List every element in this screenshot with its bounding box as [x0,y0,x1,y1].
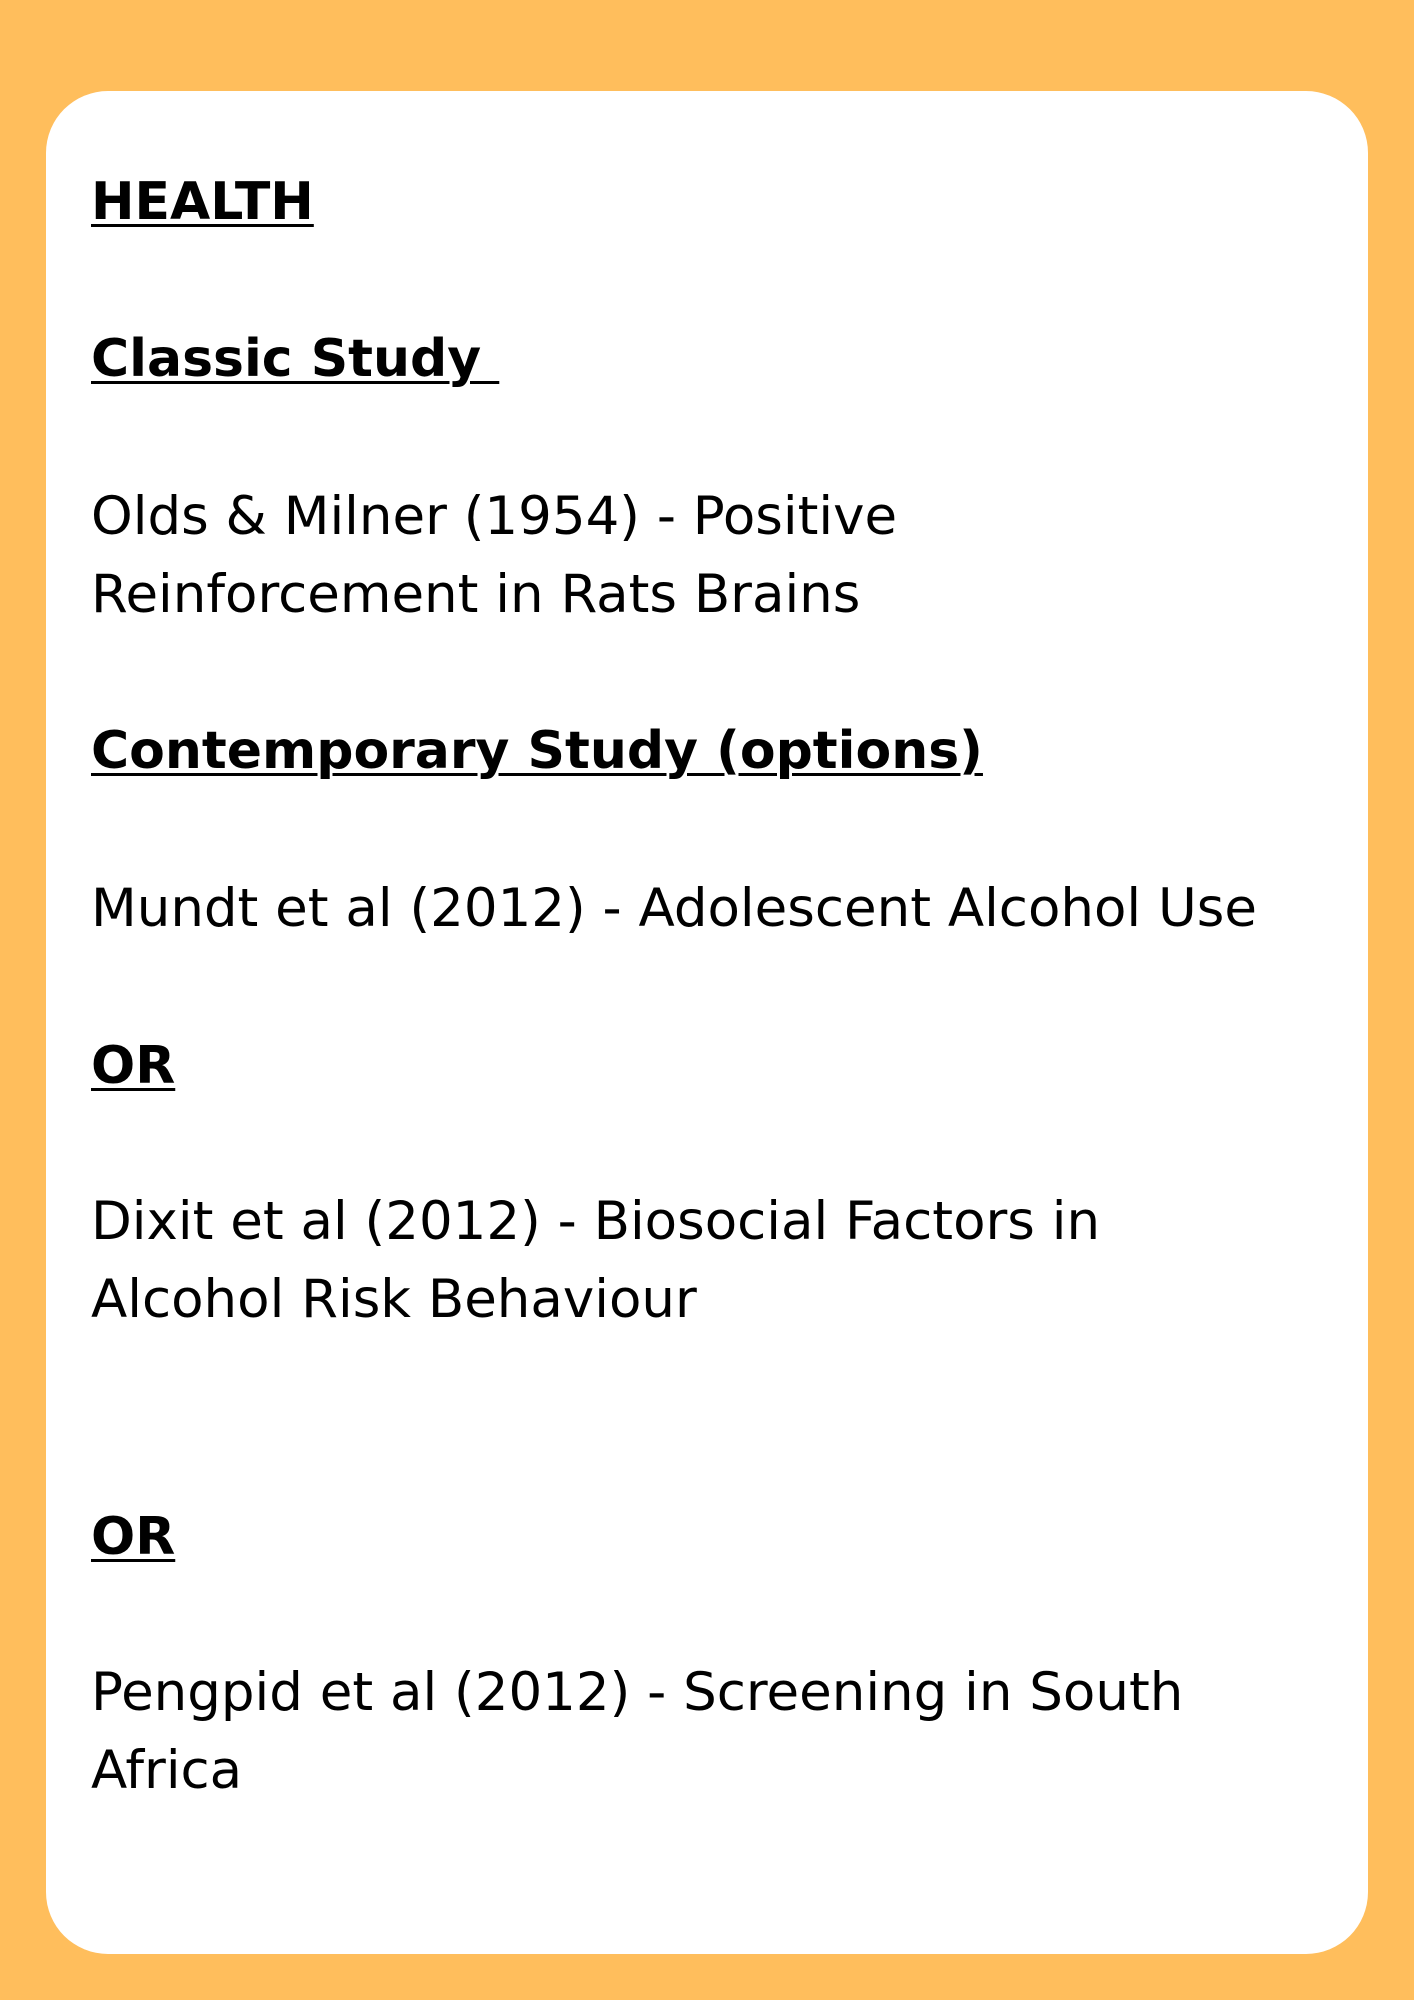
contemporary-option-3: Pengpid et al (2012) - Screening in South Africa [91,1662,1184,1801]
classic-study-heading: Classic Study [91,329,500,389]
contemporary-option-1: Mundt et al (2012) - Adolescent Alcohol Use [91,878,1257,939]
classic-study-text: Olds & Milner (1954) - Positive Reinforcement in Rats Brains [91,486,898,625]
page-title: HEALTH [91,172,314,232]
or-separator-1: OR [91,1036,176,1096]
or-separator-2: OR [91,1507,176,1567]
contemporary-option-2: Dixit et al (2012) - Biosocial Factors in Alcohol Risk Behaviour [91,1191,1101,1330]
contemporary-study-heading: Contemporary Study (options) [91,721,983,781]
